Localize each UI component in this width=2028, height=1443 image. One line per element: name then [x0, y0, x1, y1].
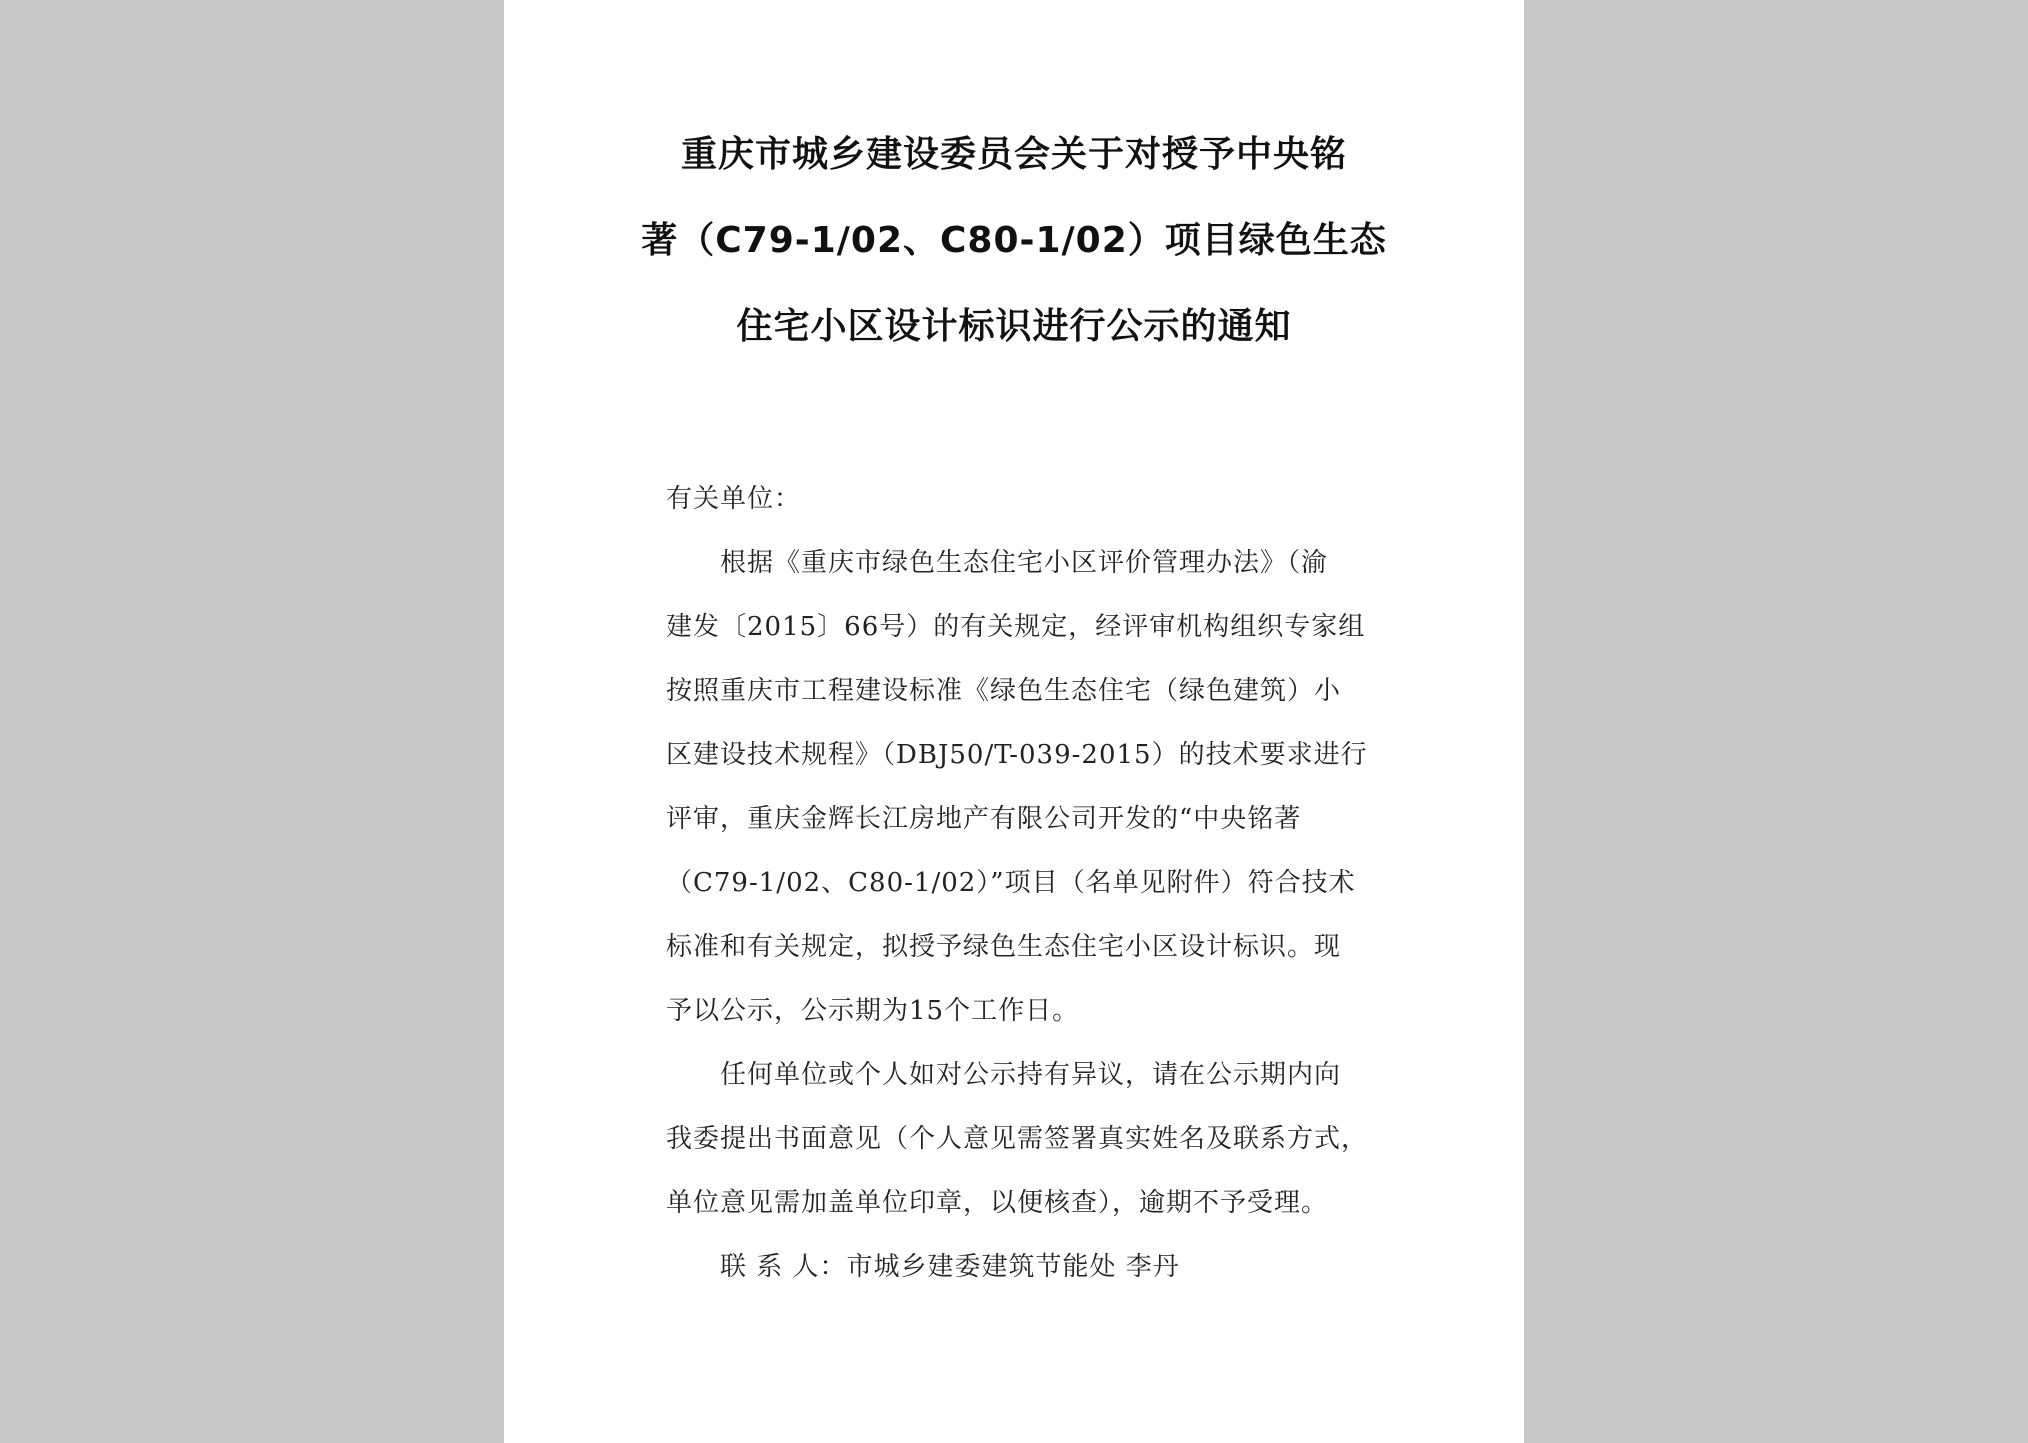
salutation: 有关单位： [666, 484, 802, 514]
body-line: 我委提出书面意见（个人意见需签署真实姓名及联系方式， [666, 1124, 1369, 1154]
body-line: 根据《重庆市绿色生态住宅小区评价管理办法》（渝 [720, 548, 1329, 578]
document-page [504, 0, 1524, 1443]
body-line: 标准和有关规定，拟授予绿色生态住宅小区设计标识。现 [666, 932, 1342, 962]
body-line: 单位意见需加盖单位印章，以便核查），逾期不予受理。 [666, 1188, 1329, 1218]
body-line: 区建设技术规程》（DBJ50/T-039-2015）的技术要求进行 [666, 740, 1368, 770]
body-line: （C79-1/02、C80-1/02）”项目（名单见附件）符合技术 [666, 868, 1356, 898]
body-line: 评审，重庆金辉长江房地产有限公司开发的“中央铭著 [666, 804, 1302, 834]
body-line: 建发〔2015〕66号）的有关规定，经评审机构组织专家组 [666, 612, 1366, 642]
title-line-2: 著（C79-1/02、C80-1/02）项目绿色生态 [641, 220, 1387, 261]
contact-line: 联 系 人：市城乡建委建筑节能处 李丹 [720, 1252, 1180, 1282]
title-line-3: 住宅小区设计标识进行公示的通知 [736, 306, 1292, 347]
body-line: 按照重庆市工程建设标准《绿色生态住宅（绿色建筑）小 [666, 676, 1342, 706]
body-line: 予以公示，公示期为15个工作日。 [666, 996, 1080, 1026]
body-line: 任何单位或个人如对公示持有异议，请在公示期内向 [720, 1060, 1342, 1090]
title-line-1: 重庆市城乡建设委员会关于对授予中央铭 [680, 134, 1347, 175]
